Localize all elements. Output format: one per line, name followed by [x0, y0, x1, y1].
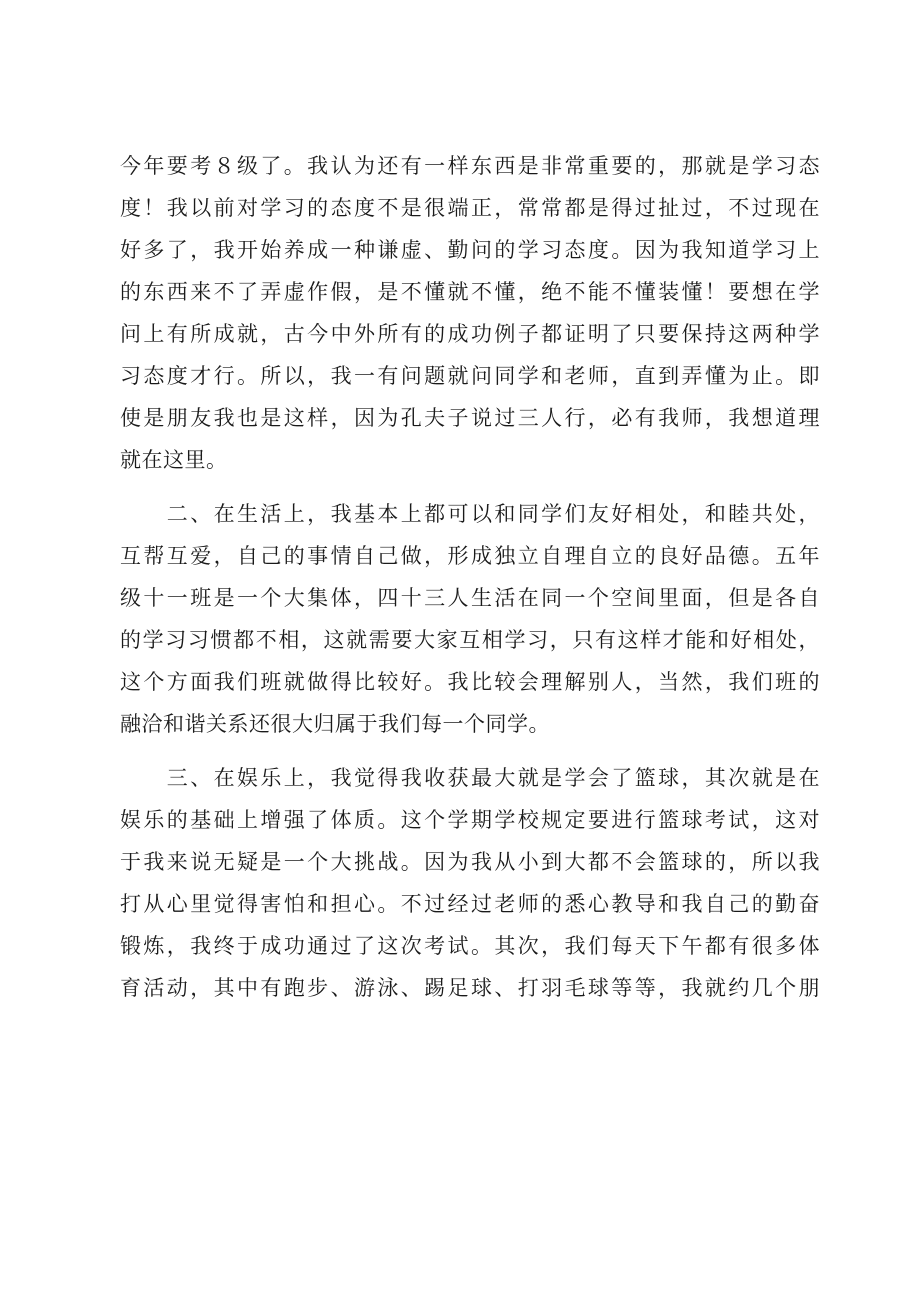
- text-line: 问上有所成就，古今中外所有的成功例子都证明了只要保持这两种学: [120, 322, 820, 346]
- text-line: 育活动，其中有跑步、游泳、踢足球、打羽毛球等等，我就约几个朋: [120, 976, 820, 1000]
- text-line: 的学习习惯都不相，这就需要大家互相学习，只有这样才能和好相处，: [120, 628, 820, 652]
- document-body: [120, 145, 820, 1009]
- paragraph-spacer: [120, 745, 820, 757]
- text-line: 度！我以前对学习的态度不是很端正，常常都是得过扯过，不过现在: [120, 196, 820, 220]
- text-line: 习态度才行。所以，我一有问题就问同学和老师，直到弄懂为止。即: [120, 364, 820, 388]
- text-line: 好多了，我开始养成一种谦虚、勤问的学习态度。因为我知道学习上: [120, 238, 820, 262]
- text-line: 融洽和谐关系还很大归属于我们每一个同学。: [120, 712, 550, 736]
- text-line: 今年要考８级了。我认为还有一样东西是非常重要的，那就是学习态: [120, 154, 820, 178]
- paragraph-spacer: [120, 481, 820, 493]
- paragraph-entertainment: [120, 757, 820, 1009]
- text-line: 娱乐的基础上增强了体质。这个学期学校规定要进行篮球考试，这对: [120, 808, 820, 832]
- text-line: 锻炼，我终于成功通过了这次考试。其次，我们每天下午都有很多体: [120, 934, 820, 958]
- text-line: 这个方面我们班就做得比较好。我比较会理解别人，当然，我们班的: [120, 670, 820, 694]
- text-line: 互帮互爱，自己的事情自己做，形成独立自理自立的良好品德。五年: [120, 544, 820, 568]
- text-line: 三、在娱乐上，我觉得我收获最大就是学会了篮球，其次就是在: [120, 766, 820, 790]
- text-line: 于我来说无疑是一个大挑战。因为我从小到大都不会篮球的，所以我: [120, 850, 820, 874]
- text-line: 级十一班是一个大集体，四十三人生活在同一个空间里面，但是各自: [120, 586, 820, 610]
- paragraph-life: [120, 493, 820, 745]
- text-line: 使是朋友我也是这样，因为孔夫子说过三人行，必有我师，我想道理: [120, 406, 820, 430]
- text-line: 就在这里。: [120, 448, 228, 472]
- paragraph-study-attitude: [120, 145, 820, 481]
- text-line: 二、在生活上，我基本上都可以和同学们友好相处，和睦共处，: [120, 502, 820, 526]
- text-line: 的东西来不了弄虚作假，是不懂就不懂，绝不能不懂装懂！要想在学: [120, 280, 820, 304]
- text-line: 打从心里觉得害怕和担心。不过经过老师的悉心教导和我自己的勤奋: [120, 892, 820, 916]
